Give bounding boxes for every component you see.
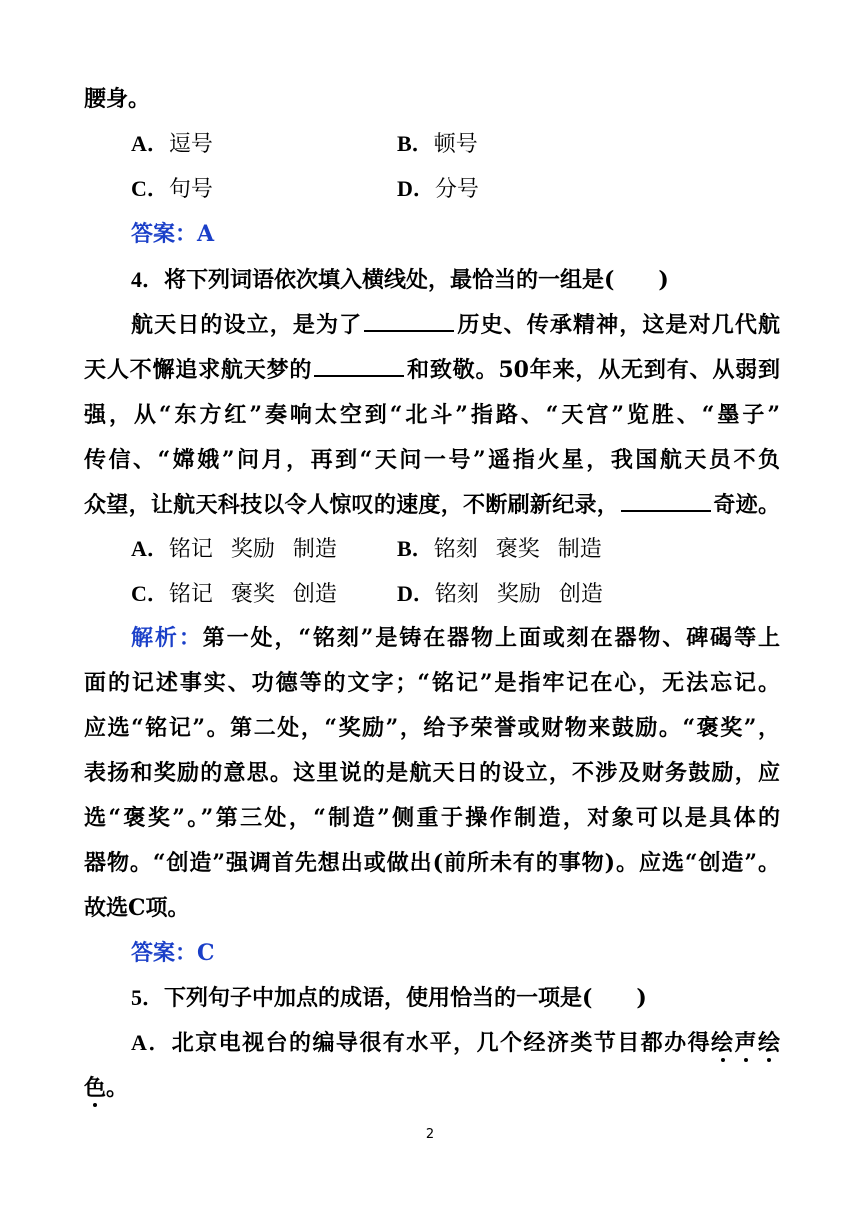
blank-3 bbox=[621, 490, 711, 512]
q4-passage-line-2: 天人不懈追求航天梦的 和致敬。50年来，从无到有、从弱到 bbox=[84, 357, 780, 383]
q3-option-d: D．分号 bbox=[397, 176, 479, 202]
q4-option-b: B．铭刻 褒奖 制造 bbox=[397, 536, 602, 562]
q4-passage-line-1: 航天日的设立，是为了 历史、传承精神，这是对几代航 bbox=[131, 312, 780, 338]
dotted-char: 绘 bbox=[757, 1030, 780, 1056]
q5-stem: 5．下列句子中加点的成语，使用恰当的一项是( ) bbox=[131, 985, 647, 1011]
q4-answer: 答案：C bbox=[131, 940, 215, 966]
q3-answer: 答案：A bbox=[131, 221, 215, 247]
q4-option-c: C．铭记 褒奖 创造 bbox=[131, 581, 337, 607]
q3-option-c: C．句号 bbox=[131, 176, 213, 202]
q4-analysis-line-4: 表扬和奖励的意思。这里说的是航天日的设立，不涉及财务鼓励，应 bbox=[84, 760, 780, 786]
q5-option-a-line-1: A．北京电视台的编导很有水平，几个经济类节目都办得绘声绘 bbox=[131, 1030, 780, 1056]
q4-analysis-line-7: 故选C项。 bbox=[84, 895, 190, 921]
q4-analysis-line-6: 器物。“创造”强调首先想出或做出(前所未有的事物)。应选“创造”。 bbox=[84, 850, 780, 876]
q4-passage-line-3: 强，从“东方红”奏响太空到“北斗”指路、“天宫”览胜、“墨子” bbox=[84, 402, 780, 428]
q4-passage-line-5: 众望，让航天科技以令人惊叹的速度，不断刷新纪录， 奇迹。 bbox=[84, 492, 780, 518]
dotted-char: 声 bbox=[734, 1030, 758, 1056]
q3-option-a: A．逗号 bbox=[131, 131, 213, 157]
q4-stem: 4．将下列词语依次填入横线处，最恰当的一组是( ) bbox=[131, 267, 669, 293]
dotted-char: 色 bbox=[84, 1075, 107, 1101]
q4-analysis-line-3: 应选“铭记”。第二处，“奖励”，给予荣誉或财物来鼓励。“褒奖”， bbox=[84, 715, 780, 741]
q5-option-a-line-2: 色。 bbox=[84, 1075, 129, 1101]
dotted-char: 绘 bbox=[711, 1030, 735, 1056]
q4-analysis-line-1: 解析：第一处，“铭刻”是铸在器物上面或刻在器物、碑碣等上 bbox=[131, 625, 780, 651]
q3-option-b: B．顿号 bbox=[397, 131, 478, 157]
q4-passage-line-4: 传信、“嫦娥”问月，再到“天问一号”遥指火星，我国航天员不负 bbox=[84, 447, 780, 473]
blank-1 bbox=[364, 310, 454, 332]
blank-2 bbox=[314, 355, 404, 377]
q4-option-d: D．铭刻 奖励 创造 bbox=[397, 581, 603, 607]
q4-analysis-line-2: 面的记述事实、功德等的文字；“铭记”是指牢记在心，无法忘记。 bbox=[84, 670, 780, 696]
page-number: 2 bbox=[425, 1127, 435, 1142]
q4-option-a: A．铭记 奖励 制造 bbox=[131, 536, 337, 562]
q4-analysis-line-5: 选“褒奖”。”第三处，“制造”侧重于操作制造，对象可以是具体的 bbox=[84, 805, 780, 831]
q3-tail: 腰身。 bbox=[84, 86, 151, 112]
